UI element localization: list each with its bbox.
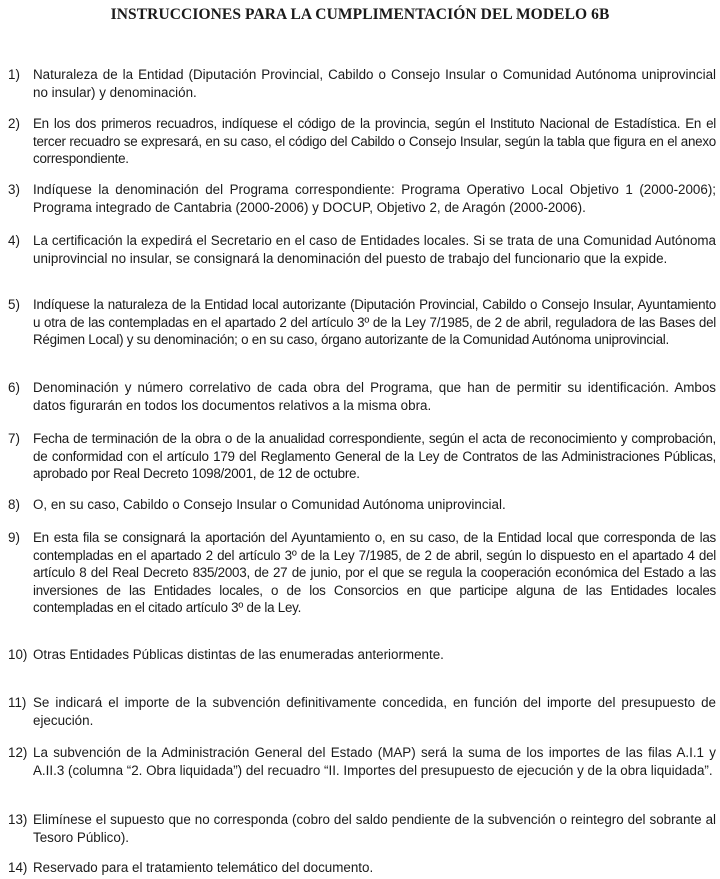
instruction-item-10 (8, 646, 716, 664)
item-number: 6) (8, 380, 20, 395)
item-text: La certificación la expedirá el Secretario en el caso de Entidades locales. Si se trata de una Comunidad Autónoma uniprovincial no insular, se consignará la denominación del puesto de trabajo del funcionario que la expide. (33, 233, 716, 266)
item-text: Fecha de terminación de la obra o de la anualidad correspondiente, según el acta de reconocimiento y comprobación, de conformidad con el artículo 179 del Reglamento General de la Ley de Contratos de las Administraciones Públicas, aprobado por Real Decreto 1098/2001, de 12 de octubre. (33, 431, 716, 482)
item-text: Reservado para el tratamiento telemático del documento. (33, 860, 374, 875)
item-text: La subvención de la Administración General del Estado (MAP) será la suma de los importes de las filas A.I.1 y A.II.3 (columna “2. Obra liquidada”) del recuadro “II. Importes del presupuesto de ejecución y de la obra liquidada”. (33, 745, 716, 778)
item-number: 2) (8, 116, 20, 131)
instruction-item-8 (8, 496, 716, 514)
item-number: 10) (8, 647, 28, 662)
item-number: 3) (8, 182, 20, 197)
instruction-item-1 (8, 66, 716, 101)
item-text: Elimínese el supuesto que no corresponda (cobro del saldo pendiente de la subvención o reintegro del sobrante al Tesoro Público). (33, 812, 716, 845)
instruction-item-11 (8, 694, 716, 729)
item-number: 9) (8, 530, 20, 545)
item-number: 4) (8, 233, 20, 248)
instruction-item-13 (8, 811, 716, 846)
item-number: 11) (8, 695, 27, 710)
item-text: Indíquese la naturaleza de la Entidad local autorizante (Diputación Provincial, Cabildo o Consejo Insular, Ayuntamiento u otra de las contempladas en el apartado 2 del artículo 3º de la Ley 7/1985, de 2 de abril, reguladora de las Bases del Régimen Local) y su denominación; o en su caso, órgano autorizante de la Comunidad Autónoma uniprovincial. (33, 297, 716, 348)
instruction-item-9 (8, 529, 716, 617)
item-text: Otras Entidades Públicas distintas de las enumeradas anteriormente. (33, 647, 444, 662)
item-number: 1) (8, 67, 20, 82)
item-text: En esta fila se consignará la aportación del Ayuntamiento o, en su caso, de la Entidad local que corresponda de las contempladas en el apartado 2 del artículo 3º de la Ley 7/1985, de 2 de abril, según lo dispuesto en el apartado 4 del artículo 8 del Real Decreto 835/2003, de 27 de junio, por el que se regula la cooperación económica del Estado a las inversiones de las Entidades locales, o de los Consorcios en que participe alguna de las Entidades locales contempladas en el citado artículo 3º de la Ley. (33, 530, 716, 616)
instruction-item-4 (8, 232, 716, 267)
instruction-item-7 (8, 430, 716, 483)
instruction-item-3 (8, 181, 716, 216)
item-number: 14) (8, 860, 28, 875)
document-title: INSTRUCCIONES PARA LA CUMPLIMENTACIÓN DEL MODELO 6B (110, 6, 610, 23)
item-number: 13) (8, 812, 28, 827)
item-number: 12) (8, 745, 28, 760)
item-text: Denominación y número correlativo de cada obra del Programa, que han de permitir su identificación. Ambos datos figurarán en todos los documentos relativos a la misma obra. (33, 380, 716, 413)
instruction-item-2 (8, 115, 716, 168)
item-text: Naturaleza de la Entidad (Diputación Provincial, Cabildo o Consejo Insular o Comunidad Autónoma uniprovincial no insular) y denominación. (33, 67, 716, 100)
item-text: Indíquese la denominación del Programa correspondiente: Programa Operativo Local Objetivo 1 (2000-2006); Programa integrado de Cantabria (2000-2006) y DOCUP, Objetivo 2, de Aragón (2000-2006). (33, 182, 716, 215)
instruction-item-5 (8, 296, 716, 349)
instruction-item-12 (8, 744, 716, 779)
instruction-item-14 (8, 859, 716, 877)
item-text: En los dos primeros recuadros, indíquese el código de la provincia, según el Instituto Nacional de Estadística. En el tercer recuadro se expresará, en su caso, el código del Cabildo o Consejo Insular, según la tabla que figura en el anexo correspondiente. (33, 116, 716, 167)
item-number: 8) (8, 497, 20, 512)
item-text: Se indicará el importe de la subvención definitivamente concedida, en función del importe del presupuesto de ejecución. (33, 695, 716, 728)
item-text: O, en su caso, Cabildo o Consejo Insular o Comunidad Autónoma uniprovincial. (33, 497, 506, 512)
item-number: 7) (8, 431, 20, 446)
instruction-item-6 (8, 379, 716, 414)
item-number: 5) (8, 297, 20, 312)
